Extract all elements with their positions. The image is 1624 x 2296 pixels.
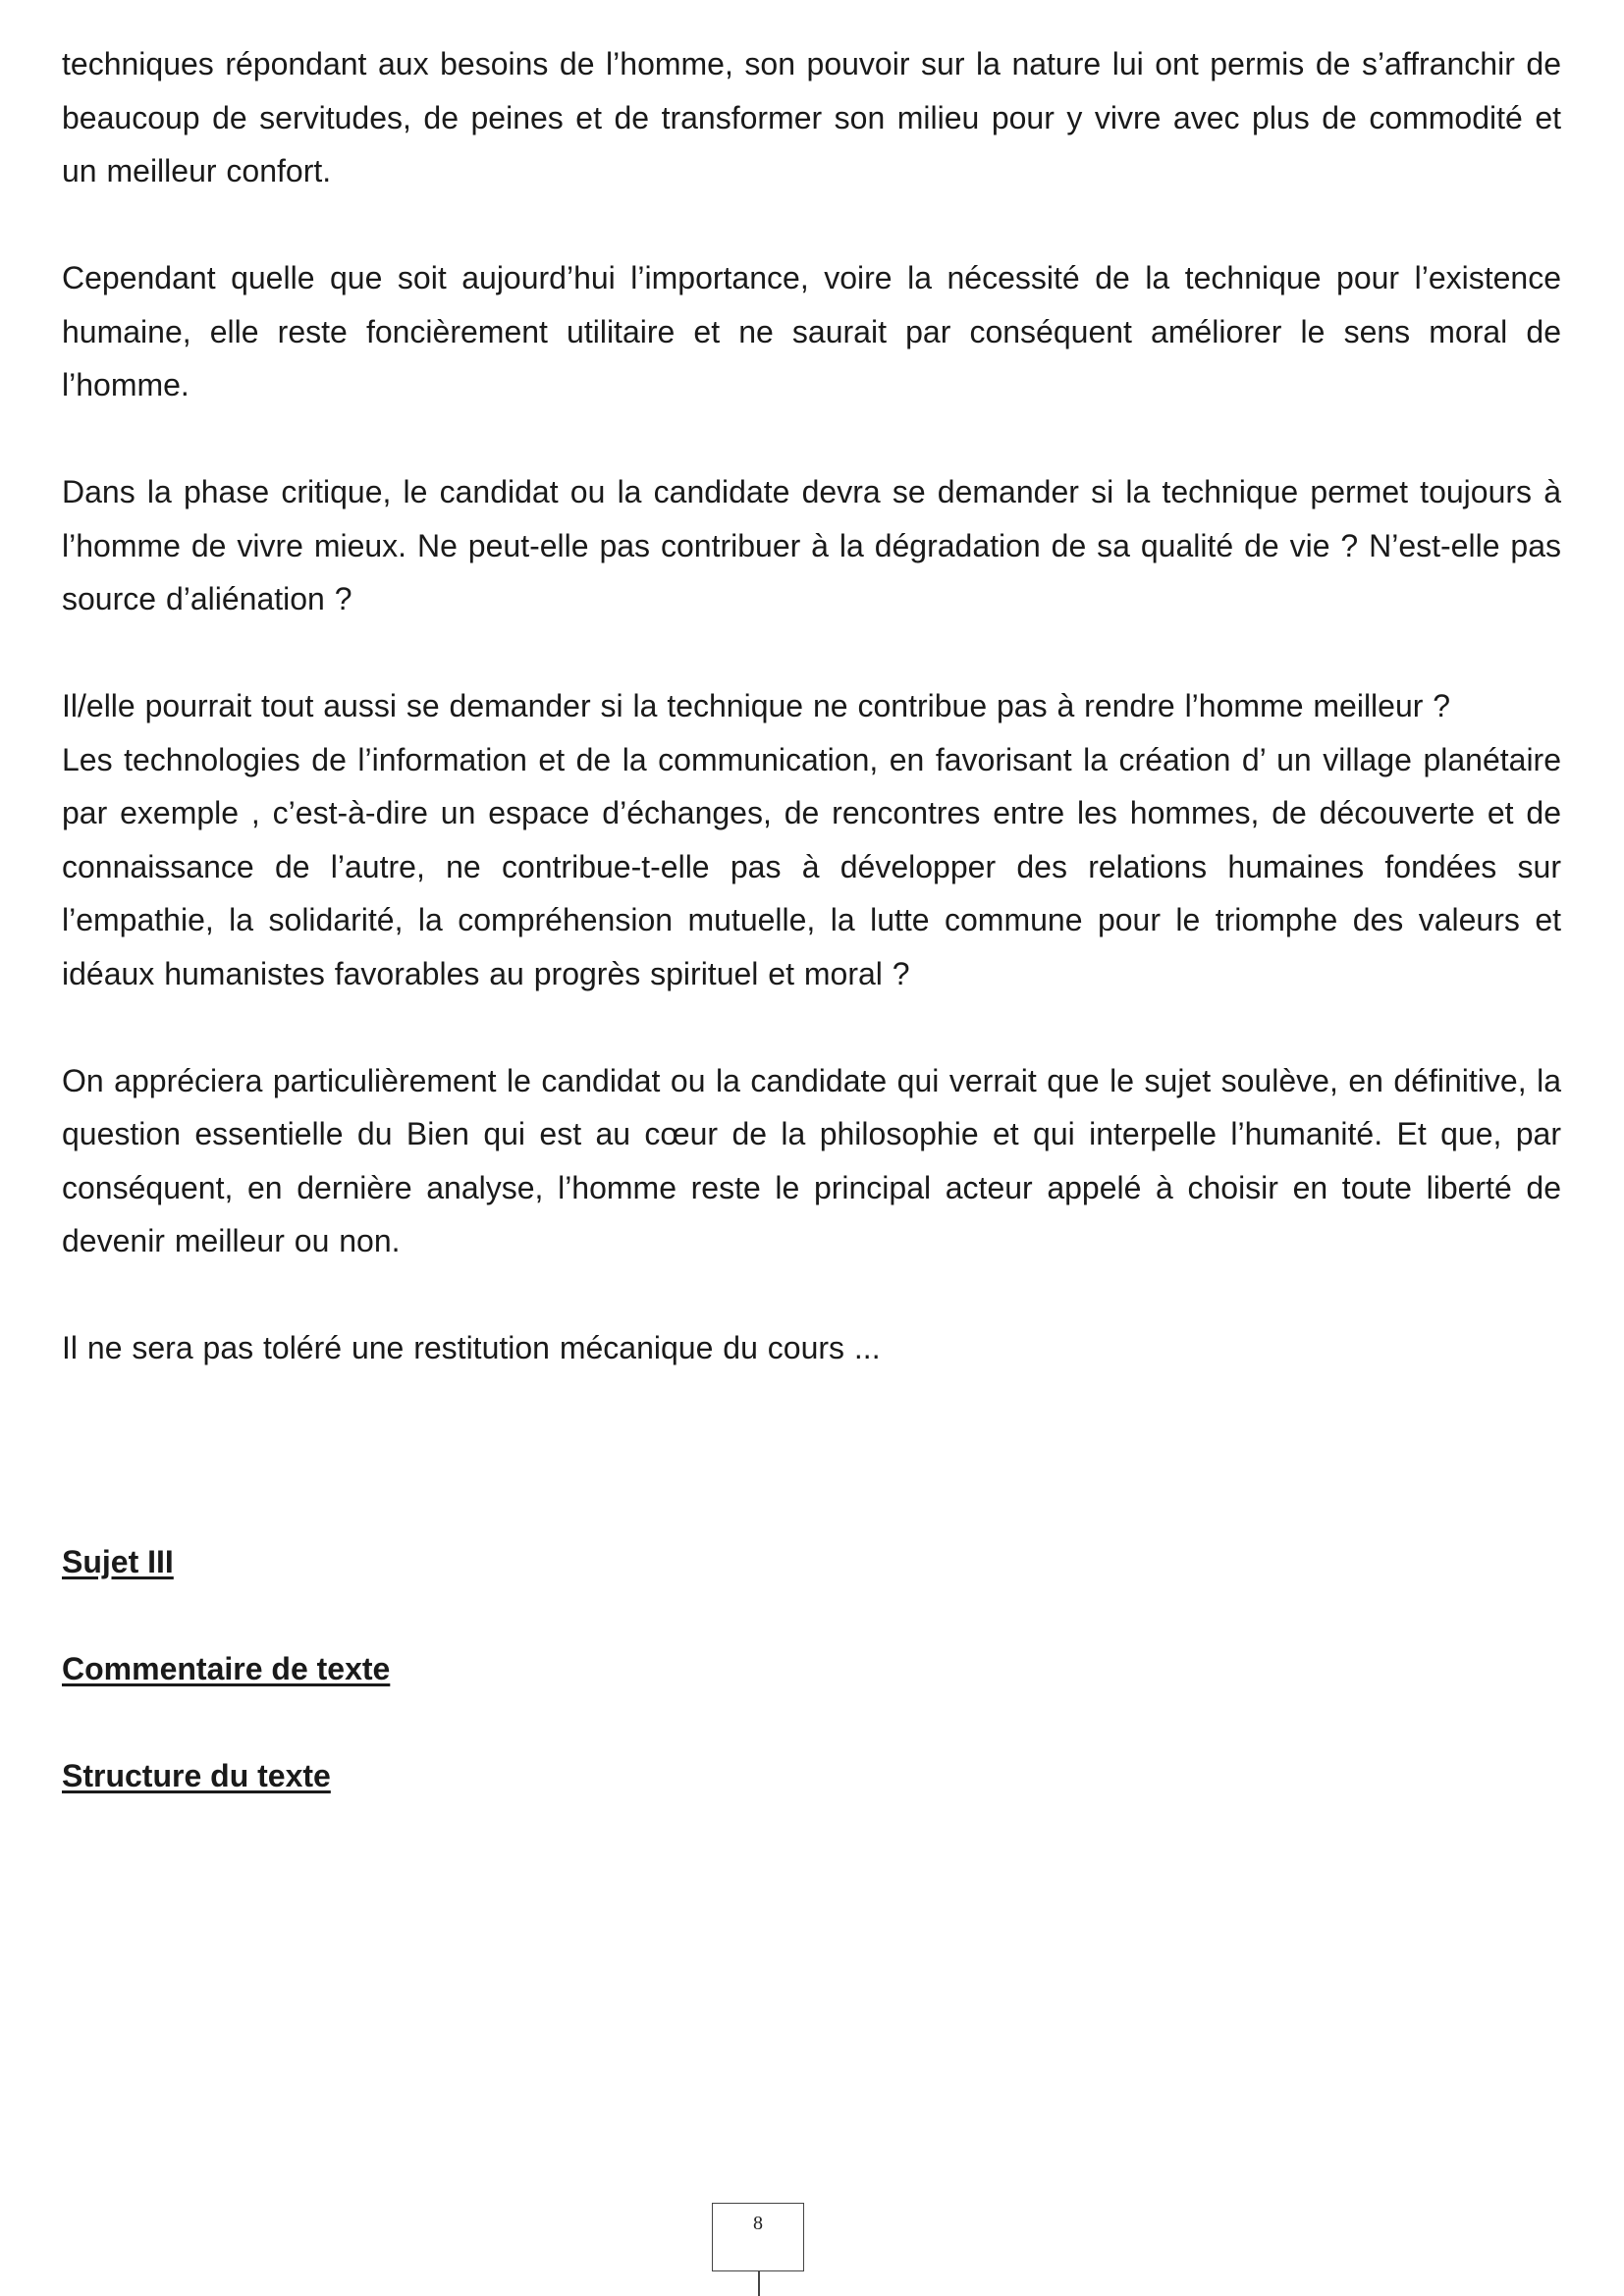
page-number-stem: [758, 2271, 760, 2296]
spacer: [62, 1588, 1561, 1642]
paragraph-question-of-good: On appréciera particulièrement le candidat ou la candidate qui verrait que le sujet soulève, en définitive, la question essentielle du Bien qui est au cœur de la philosophie et qui interpelle l’humanité. Et que, par conséquent, en dernière analyse, l’homme reste le principal acteur appelé à choisir en toute liberté de devenir meilleur ou non.: [62, 1062, 1561, 1258]
heading-sujet-iii: Sujet III: [62, 1543, 174, 1579]
page-number-box: [712, 2203, 804, 2271]
spacer: [62, 412, 1561, 466]
page-number: 8: [753, 2213, 763, 2234]
paragraph-make-man-better: Il/elle pourrait tout aussi se demander si la technique ne contribue pas à rendre l’homme meilleur ?: [62, 688, 1451, 723]
paragraph-ict-global-village: Les technologies de l’information et de la communication, en favorisant la création d’ un village planétaire par exemple , c’est-à-dire un espace d’échanges, de rencontres entre les hommes, de découverte et de connaissance de l’autre, ne contribue-t-elle pas à développer des relations humaines fondées sur l’empathie, la solidarité, la compréhension mutuelle, la lutte commune pour le triomphe des valeurs et idéaux humanistes favorables au progrès spirituel et moral ?: [62, 741, 1561, 991]
spacer: [62, 1268, 1561, 1322]
spacer: [62, 198, 1561, 252]
spacer: [62, 1695, 1561, 1749]
heading-commentaire-de-texte: Commentaire de texte: [62, 1650, 391, 1686]
paragraph-no-mechanical-restitution: Il ne sera pas toléré une restitution mécanique du cours ...: [62, 1330, 881, 1365]
document-body: [62, 37, 1561, 1802]
paragraph-critical-phase: Dans la phase critique, le candidat ou la candidate devra se demander si la technique permet toujours à l’homme de vivre mieux. Ne peut-elle pas contribuer à la dégradation de sa qualité de vie ? N’est-elle pas source d’aliénation ?: [62, 474, 1561, 616]
paragraph-technique-benefits: techniques répondant aux besoins de l’homme, son pouvoir sur la nature lui ont permis de s’affranchir de beaucoup de servitudes, de peines et de transformer son milieu pour y vivre avec plus de commodité et un meilleur confort.: [62, 46, 1561, 188]
paragraph-technique-utilitarian: Cependant quelle que soit aujourd’hui l’importance, voire la nécessité de la technique pour l’existence humaine, elle reste foncièrement utilitaire et ne saurait par conséquent améliorer le sens moral de l’homme.: [62, 260, 1561, 402]
heading-structure-du-texte: Structure du texte: [62, 1757, 331, 1793]
spacer: [62, 1375, 1561, 1535]
spacer: [62, 1000, 1561, 1054]
spacer: [62, 626, 1561, 680]
